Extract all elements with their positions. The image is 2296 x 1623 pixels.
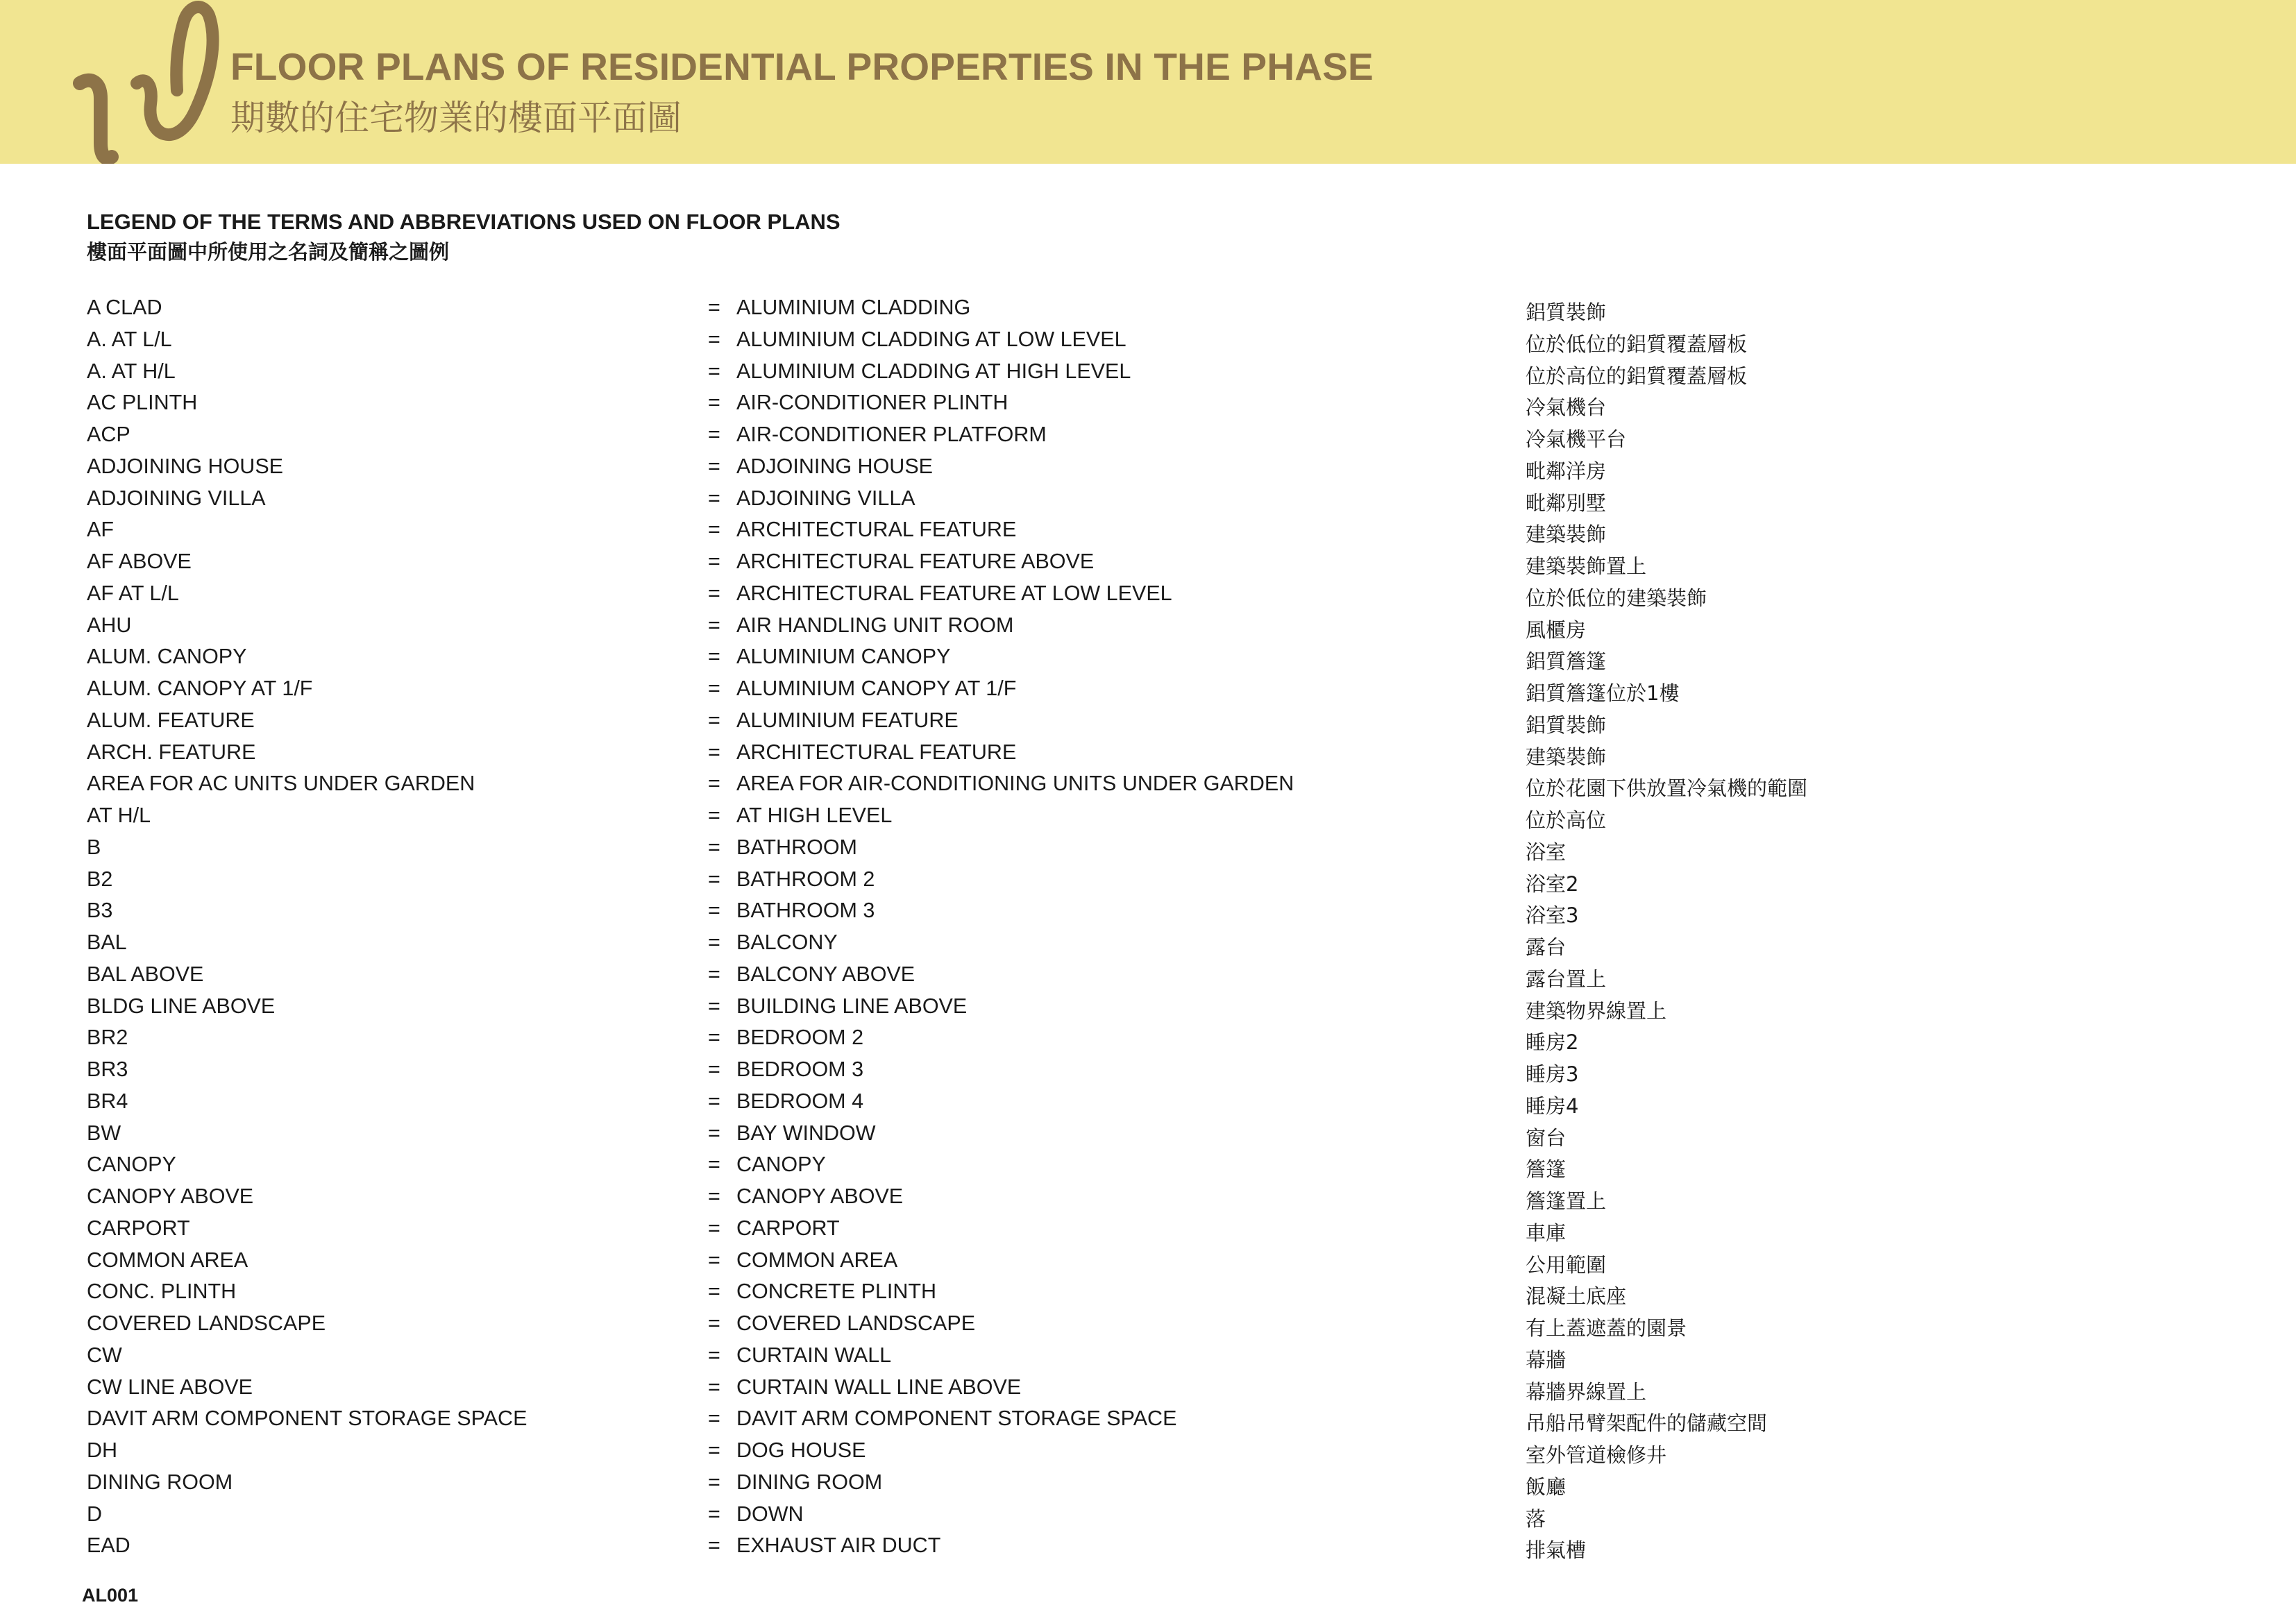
legend-term-en: DAVIT ARM COMPONENT STORAGE SPACE bbox=[736, 1407, 1177, 1431]
legend-equals-sign: = bbox=[708, 486, 720, 510]
legend-equals-sign: = bbox=[708, 1089, 720, 1113]
legend-term-en: ADJOINING VILLA bbox=[736, 486, 915, 510]
legend-term-zh: 位於花園下供放置冷氣機的範圍 bbox=[1526, 776, 1808, 801]
legend-equals-sign: = bbox=[708, 1248, 720, 1272]
legend-term-zh: 位於低位的鋁質覆蓋層板 bbox=[1526, 332, 1748, 356]
legend-term-zh: 浴室3 bbox=[1526, 903, 1579, 928]
legend-equals-sign: = bbox=[708, 550, 720, 573]
legend-row bbox=[0, 1119, 2296, 1150]
legend-equals-sign: = bbox=[708, 327, 720, 351]
legend-abbreviation: D bbox=[87, 1502, 103, 1526]
legend-abbreviation: CW LINE ABOVE bbox=[87, 1375, 253, 1399]
legend-term-zh: 車庫 bbox=[1526, 1221, 1567, 1245]
legend-row bbox=[0, 1055, 2296, 1087]
legend-term-en: AIR-CONDITIONER PLINTH bbox=[736, 391, 1008, 415]
legend-equals-sign: = bbox=[708, 581, 720, 605]
legend-term-zh: 風櫃房 bbox=[1526, 618, 1587, 642]
legend-term-zh: 飯廳 bbox=[1526, 1475, 1567, 1499]
legend-row bbox=[0, 1373, 2296, 1404]
header-band bbox=[0, 0, 2296, 164]
legend-row bbox=[0, 769, 2296, 801]
legend-abbreviation: B2 bbox=[87, 867, 113, 891]
legend-term-zh: 建築裝飾 bbox=[1526, 522, 1607, 547]
legend-abbreviation: AHU bbox=[87, 613, 132, 637]
legend-term-en: ARCHITECTURAL FEATURE AT LOW LEVEL bbox=[736, 581, 1172, 605]
legend-equals-sign: = bbox=[708, 1184, 720, 1208]
legend-abbreviation: BR3 bbox=[87, 1057, 128, 1081]
legend-row bbox=[0, 960, 2296, 992]
legend-term-en: CONCRETE PLINTH bbox=[736, 1280, 937, 1304]
legend-equals-sign: = bbox=[708, 1153, 720, 1177]
legend-term-en: ARCHITECTURAL FEATURE bbox=[736, 740, 1017, 764]
legend-equals-sign: = bbox=[708, 1375, 720, 1399]
legend-row bbox=[0, 1277, 2296, 1309]
legend-row bbox=[0, 1150, 2296, 1182]
legend-row bbox=[0, 1404, 2296, 1436]
legend-row bbox=[0, 547, 2296, 579]
legend-term-zh: 冷氣機台 bbox=[1526, 396, 1607, 420]
legend-abbreviation: BAL bbox=[87, 931, 127, 954]
legend-term-zh: 毗鄰洋房 bbox=[1526, 459, 1607, 483]
legend-abbreviation: CANOPY ABOVE bbox=[87, 1184, 254, 1208]
legend-abbreviation: ALUM. FEATURE bbox=[87, 708, 255, 732]
legend-equals-sign: = bbox=[708, 391, 720, 415]
legend-equals-sign: = bbox=[708, 994, 720, 1018]
legend-row bbox=[0, 388, 2296, 420]
legend-equals-sign: = bbox=[708, 1343, 720, 1367]
legend-abbreviation: AF AT L/L bbox=[87, 581, 179, 605]
legend-term-zh: 位於低位的建築裝飾 bbox=[1526, 586, 1707, 610]
legend-abbreviation: ACP bbox=[87, 423, 130, 446]
legend-abbreviation: CONC. PLINTH bbox=[87, 1280, 237, 1304]
legend-term-en: BATHROOM 3 bbox=[736, 899, 875, 923]
legend-row bbox=[0, 738, 2296, 770]
legend-abbreviation: ADJOINING HOUSE bbox=[87, 454, 284, 478]
legend-equals-sign: = bbox=[708, 454, 720, 478]
legend-abbreviation: AC PLINTH bbox=[87, 391, 198, 415]
legend-term-en: BEDROOM 4 bbox=[736, 1089, 864, 1113]
legend-abbreviation: CANOPY bbox=[87, 1153, 176, 1177]
page-code: AL001 bbox=[82, 1585, 139, 1606]
legend-term-en: BALCONY ABOVE bbox=[736, 962, 915, 986]
legend-row bbox=[0, 515, 2296, 547]
legend-term-en: ADJOINING HOUSE bbox=[736, 454, 934, 478]
legend-term-zh: 建築裝飾置上 bbox=[1526, 554, 1647, 578]
legend-heading-en: LEGEND OF THE TERMS AND ABBREVIATIONS USED ON FLOOR PLANS bbox=[87, 210, 841, 234]
legend-abbreviation: DH bbox=[87, 1438, 118, 1462]
legend-term-zh: 室外管道檢修井 bbox=[1526, 1443, 1667, 1467]
legend-abbreviation: CW bbox=[87, 1343, 122, 1367]
legend-row bbox=[0, 325, 2296, 357]
legend-equals-sign: = bbox=[708, 1216, 720, 1240]
legend-row bbox=[0, 293, 2296, 325]
legend-row bbox=[0, 611, 2296, 643]
legend-equals-sign: = bbox=[708, 1407, 720, 1431]
legend-term-en: BATHROOM 2 bbox=[736, 867, 875, 891]
legend-term-en: BAY WINDOW bbox=[736, 1121, 876, 1145]
legend-term-zh: 混凝土底座 bbox=[1526, 1284, 1627, 1309]
legend-row bbox=[0, 896, 2296, 928]
legend-equals-sign: = bbox=[708, 359, 720, 383]
legend-term-en: ALUMINIUM CANOPY bbox=[736, 645, 951, 669]
legend-equals-sign: = bbox=[708, 1311, 720, 1335]
legend-abbreviation: AF bbox=[87, 518, 114, 542]
legend-equals-sign: = bbox=[708, 772, 720, 796]
legend-row bbox=[0, 1436, 2296, 1468]
legend-row bbox=[0, 1087, 2296, 1119]
legend-term-en: DOG HOUSE bbox=[736, 1438, 866, 1462]
legend-equals-sign: = bbox=[708, 296, 720, 319]
legend-abbreviation: ALUM. CANOPY AT 1/F bbox=[87, 677, 313, 700]
legend-row bbox=[0, 452, 2296, 484]
legend-term-zh: 睡房3 bbox=[1526, 1062, 1579, 1086]
legend-term-zh: 浴室2 bbox=[1526, 872, 1579, 896]
legend-term-zh: 排氣槽 bbox=[1526, 1538, 1587, 1563]
legend-equals-sign: = bbox=[708, 1057, 720, 1081]
legend-term-en: DINING ROOM bbox=[736, 1470, 883, 1494]
legend-abbreviation: A. AT L/L bbox=[87, 327, 172, 351]
legend-term-zh: 浴室 bbox=[1526, 840, 1567, 864]
legend-abbreviation: DINING ROOM bbox=[87, 1470, 233, 1494]
legend-term-zh: 建築裝飾 bbox=[1526, 745, 1607, 769]
legend-abbreviation: AF ABOVE bbox=[87, 550, 192, 573]
legend-abbreviation: A. AT H/L bbox=[87, 359, 176, 383]
legend-term-en: CURTAIN WALL bbox=[736, 1343, 892, 1367]
legend-equals-sign: = bbox=[708, 1026, 720, 1050]
legend-term-en: AIR-CONDITIONER PLATFORM bbox=[736, 423, 1047, 446]
legend-equals-sign: = bbox=[708, 931, 720, 954]
legend-heading-zh: 樓面平面圖中所使用之名詞及簡稱之圖例 bbox=[87, 240, 450, 264]
legend-term-en: DOWN bbox=[736, 1502, 804, 1526]
legend-equals-sign: = bbox=[708, 613, 720, 637]
legend-term-en: BEDROOM 3 bbox=[736, 1057, 864, 1081]
legend-term-zh: 落 bbox=[1526, 1506, 1546, 1531]
legend-row bbox=[0, 642, 2296, 674]
legend-term-en: ARCHITECTURAL FEATURE bbox=[736, 518, 1017, 542]
legend-term-zh: 露台置上 bbox=[1526, 967, 1607, 991]
legend-term-zh: 簷篷 bbox=[1526, 1157, 1567, 1182]
legend-term-zh: 幕牆 bbox=[1526, 1348, 1567, 1372]
legend-term-en: CURTAIN WALL LINE ABOVE bbox=[736, 1375, 1022, 1399]
legend-abbreviation: ARCH. FEATURE bbox=[87, 740, 256, 764]
legend-row bbox=[0, 801, 2296, 833]
legend-term-en: BALCONY bbox=[736, 931, 838, 954]
legend-term-en: ALUMINIUM FEATURE bbox=[736, 708, 959, 732]
legend-row bbox=[0, 833, 2296, 865]
legend-term-en: ARCHITECTURAL FEATURE ABOVE bbox=[736, 550, 1095, 573]
legend-equals-sign: = bbox=[708, 423, 720, 446]
legend-term-zh: 幕牆界線置上 bbox=[1526, 1379, 1647, 1404]
legend-abbreviation: COMMON AREA bbox=[87, 1248, 248, 1272]
legend-term-zh: 建築物界線置上 bbox=[1526, 999, 1667, 1023]
legend-row bbox=[0, 1182, 2296, 1214]
legend-term-en: COVERED LANDSCAPE bbox=[736, 1311, 976, 1335]
legend-equals-sign: = bbox=[708, 1438, 720, 1462]
legend-abbreviation: BLDG LINE ABOVE bbox=[87, 994, 276, 1018]
legend-abbreviation: DAVIT ARM COMPONENT STORAGE SPACE bbox=[87, 1407, 527, 1431]
legend-abbreviation: BR2 bbox=[87, 1026, 128, 1050]
legend-abbreviation: CARPORT bbox=[87, 1216, 190, 1240]
legend-row bbox=[0, 1023, 2296, 1055]
legend-term-zh: 鋁質裝飾 bbox=[1526, 300, 1607, 324]
legend-row bbox=[0, 579, 2296, 611]
legend-row bbox=[0, 1531, 2296, 1563]
legend-term-zh: 冷氣機平台 bbox=[1526, 427, 1627, 451]
legend-term-zh: 露台 bbox=[1526, 935, 1567, 959]
legend-term-en: EXHAUST AIR DUCT bbox=[736, 1533, 941, 1558]
legend-abbreviation: COVERED LANDSCAPE bbox=[87, 1311, 326, 1335]
legend-equals-sign: = bbox=[708, 677, 720, 700]
legend-row bbox=[0, 357, 2296, 389]
legend-term-en: BUILDING LINE ABOVE bbox=[736, 994, 968, 1018]
legend-equals-sign: = bbox=[708, 1280, 720, 1304]
legend-term-en: BATHROOM bbox=[736, 835, 857, 859]
legend-term-zh: 鋁質簷篷位於1樓 bbox=[1526, 681, 1680, 705]
legend-equals-sign: = bbox=[708, 835, 720, 859]
legend-equals-sign: = bbox=[708, 1470, 720, 1494]
legend-equals-sign: = bbox=[708, 645, 720, 669]
legend-equals-sign: = bbox=[708, 804, 720, 827]
legend-term-en: CANOPY ABOVE bbox=[736, 1184, 904, 1208]
legend-term-zh: 毗鄰別墅 bbox=[1526, 491, 1607, 515]
legend-term-en: BEDROOM 2 bbox=[736, 1026, 864, 1050]
legend-equals-sign: = bbox=[708, 1121, 720, 1145]
legend-term-en: ALUMINIUM CLADDING AT HIGH LEVEL bbox=[736, 359, 1131, 383]
page-title-en: FLOOR PLANS OF RESIDENTIAL PROPERTIES IN THE PHASE bbox=[230, 45, 1374, 88]
legend-term-en: AREA FOR AIR-CONDITIONING UNITS UNDER GARDEN bbox=[736, 772, 1294, 796]
script-w-logo-icon bbox=[73, 0, 226, 164]
legend-abbreviation: EAD bbox=[87, 1533, 130, 1558]
legend-row bbox=[0, 928, 2296, 960]
legend-term-en: AIR HANDLING UNIT ROOM bbox=[736, 613, 1014, 637]
legend-abbreviation: BAL ABOVE bbox=[87, 962, 204, 986]
legend-abbreviation: AT H/L bbox=[87, 804, 151, 827]
legend-term-en: COMMON AREA bbox=[736, 1248, 898, 1272]
legend-equals-sign: = bbox=[708, 708, 720, 732]
legend-term-zh: 簷篷置上 bbox=[1526, 1189, 1607, 1213]
legend-row bbox=[0, 1468, 2296, 1499]
legend-row bbox=[0, 706, 2296, 738]
legend-row bbox=[0, 865, 2296, 897]
legend-equals-sign: = bbox=[708, 740, 720, 764]
legend-row bbox=[0, 1341, 2296, 1373]
legend-row bbox=[0, 1214, 2296, 1246]
legend-abbreviation: A CLAD bbox=[87, 296, 162, 319]
legend-abbreviation: AREA FOR AC UNITS UNDER GARDEN bbox=[87, 772, 475, 796]
legend-row bbox=[0, 1246, 2296, 1277]
legend-equals-sign: = bbox=[708, 1533, 720, 1558]
legend-abbreviation: B3 bbox=[87, 899, 113, 923]
legend-term-en: ALUMINIUM CLADDING bbox=[736, 296, 971, 319]
legend-term-zh: 公用範圍 bbox=[1526, 1252, 1607, 1277]
legend-term-zh: 鋁質簷篷 bbox=[1526, 649, 1607, 674]
legend-row bbox=[0, 1499, 2296, 1531]
legend-equals-sign: = bbox=[708, 518, 720, 542]
legend-row bbox=[0, 992, 2296, 1023]
legend-equals-sign: = bbox=[708, 899, 720, 923]
legend-term-zh: 睡房2 bbox=[1526, 1030, 1579, 1055]
page-title-zh: 期數的住宅物業的樓面平面圖 bbox=[230, 98, 682, 138]
legend-equals-sign: = bbox=[708, 1502, 720, 1526]
legend-abbreviation: B bbox=[87, 835, 101, 859]
legend-equals-sign: = bbox=[708, 867, 720, 891]
legend-row bbox=[0, 420, 2296, 452]
legend-row bbox=[0, 674, 2296, 706]
legend-term-en: CARPORT bbox=[736, 1216, 840, 1240]
legend-abbreviation: ALUM. CANOPY bbox=[87, 645, 247, 669]
legend-equals-sign: = bbox=[708, 962, 720, 986]
legend-term-en: CANOPY bbox=[736, 1153, 826, 1177]
legend-term-en: ALUMINIUM CANOPY AT 1/F bbox=[736, 677, 1017, 700]
legend-row bbox=[0, 1309, 2296, 1341]
legend-abbreviation: ADJOINING VILLA bbox=[87, 486, 266, 510]
legend-term-en: ALUMINIUM CLADDING AT LOW LEVEL bbox=[736, 327, 1126, 351]
legend-abbreviation: BW bbox=[87, 1121, 121, 1145]
legend-term-en: AT HIGH LEVEL bbox=[736, 804, 893, 827]
legend-term-zh: 窗台 bbox=[1526, 1125, 1567, 1150]
legend-row bbox=[0, 484, 2296, 516]
legend-term-zh: 睡房4 bbox=[1526, 1094, 1579, 1118]
legend-abbreviation: BR4 bbox=[87, 1089, 128, 1113]
legend-list bbox=[0, 293, 2296, 1563]
legend-term-zh: 位於高位的鋁質覆蓋層板 bbox=[1526, 364, 1748, 388]
legend-term-zh: 吊船吊臂架配件的儲藏空間 bbox=[1526, 1411, 1768, 1436]
legend-term-zh: 有上蓋遮蓋的園景 bbox=[1526, 1316, 1687, 1340]
legend-term-zh: 鋁質裝飾 bbox=[1526, 713, 1607, 737]
legend-term-zh: 位於高位 bbox=[1526, 808, 1607, 832]
